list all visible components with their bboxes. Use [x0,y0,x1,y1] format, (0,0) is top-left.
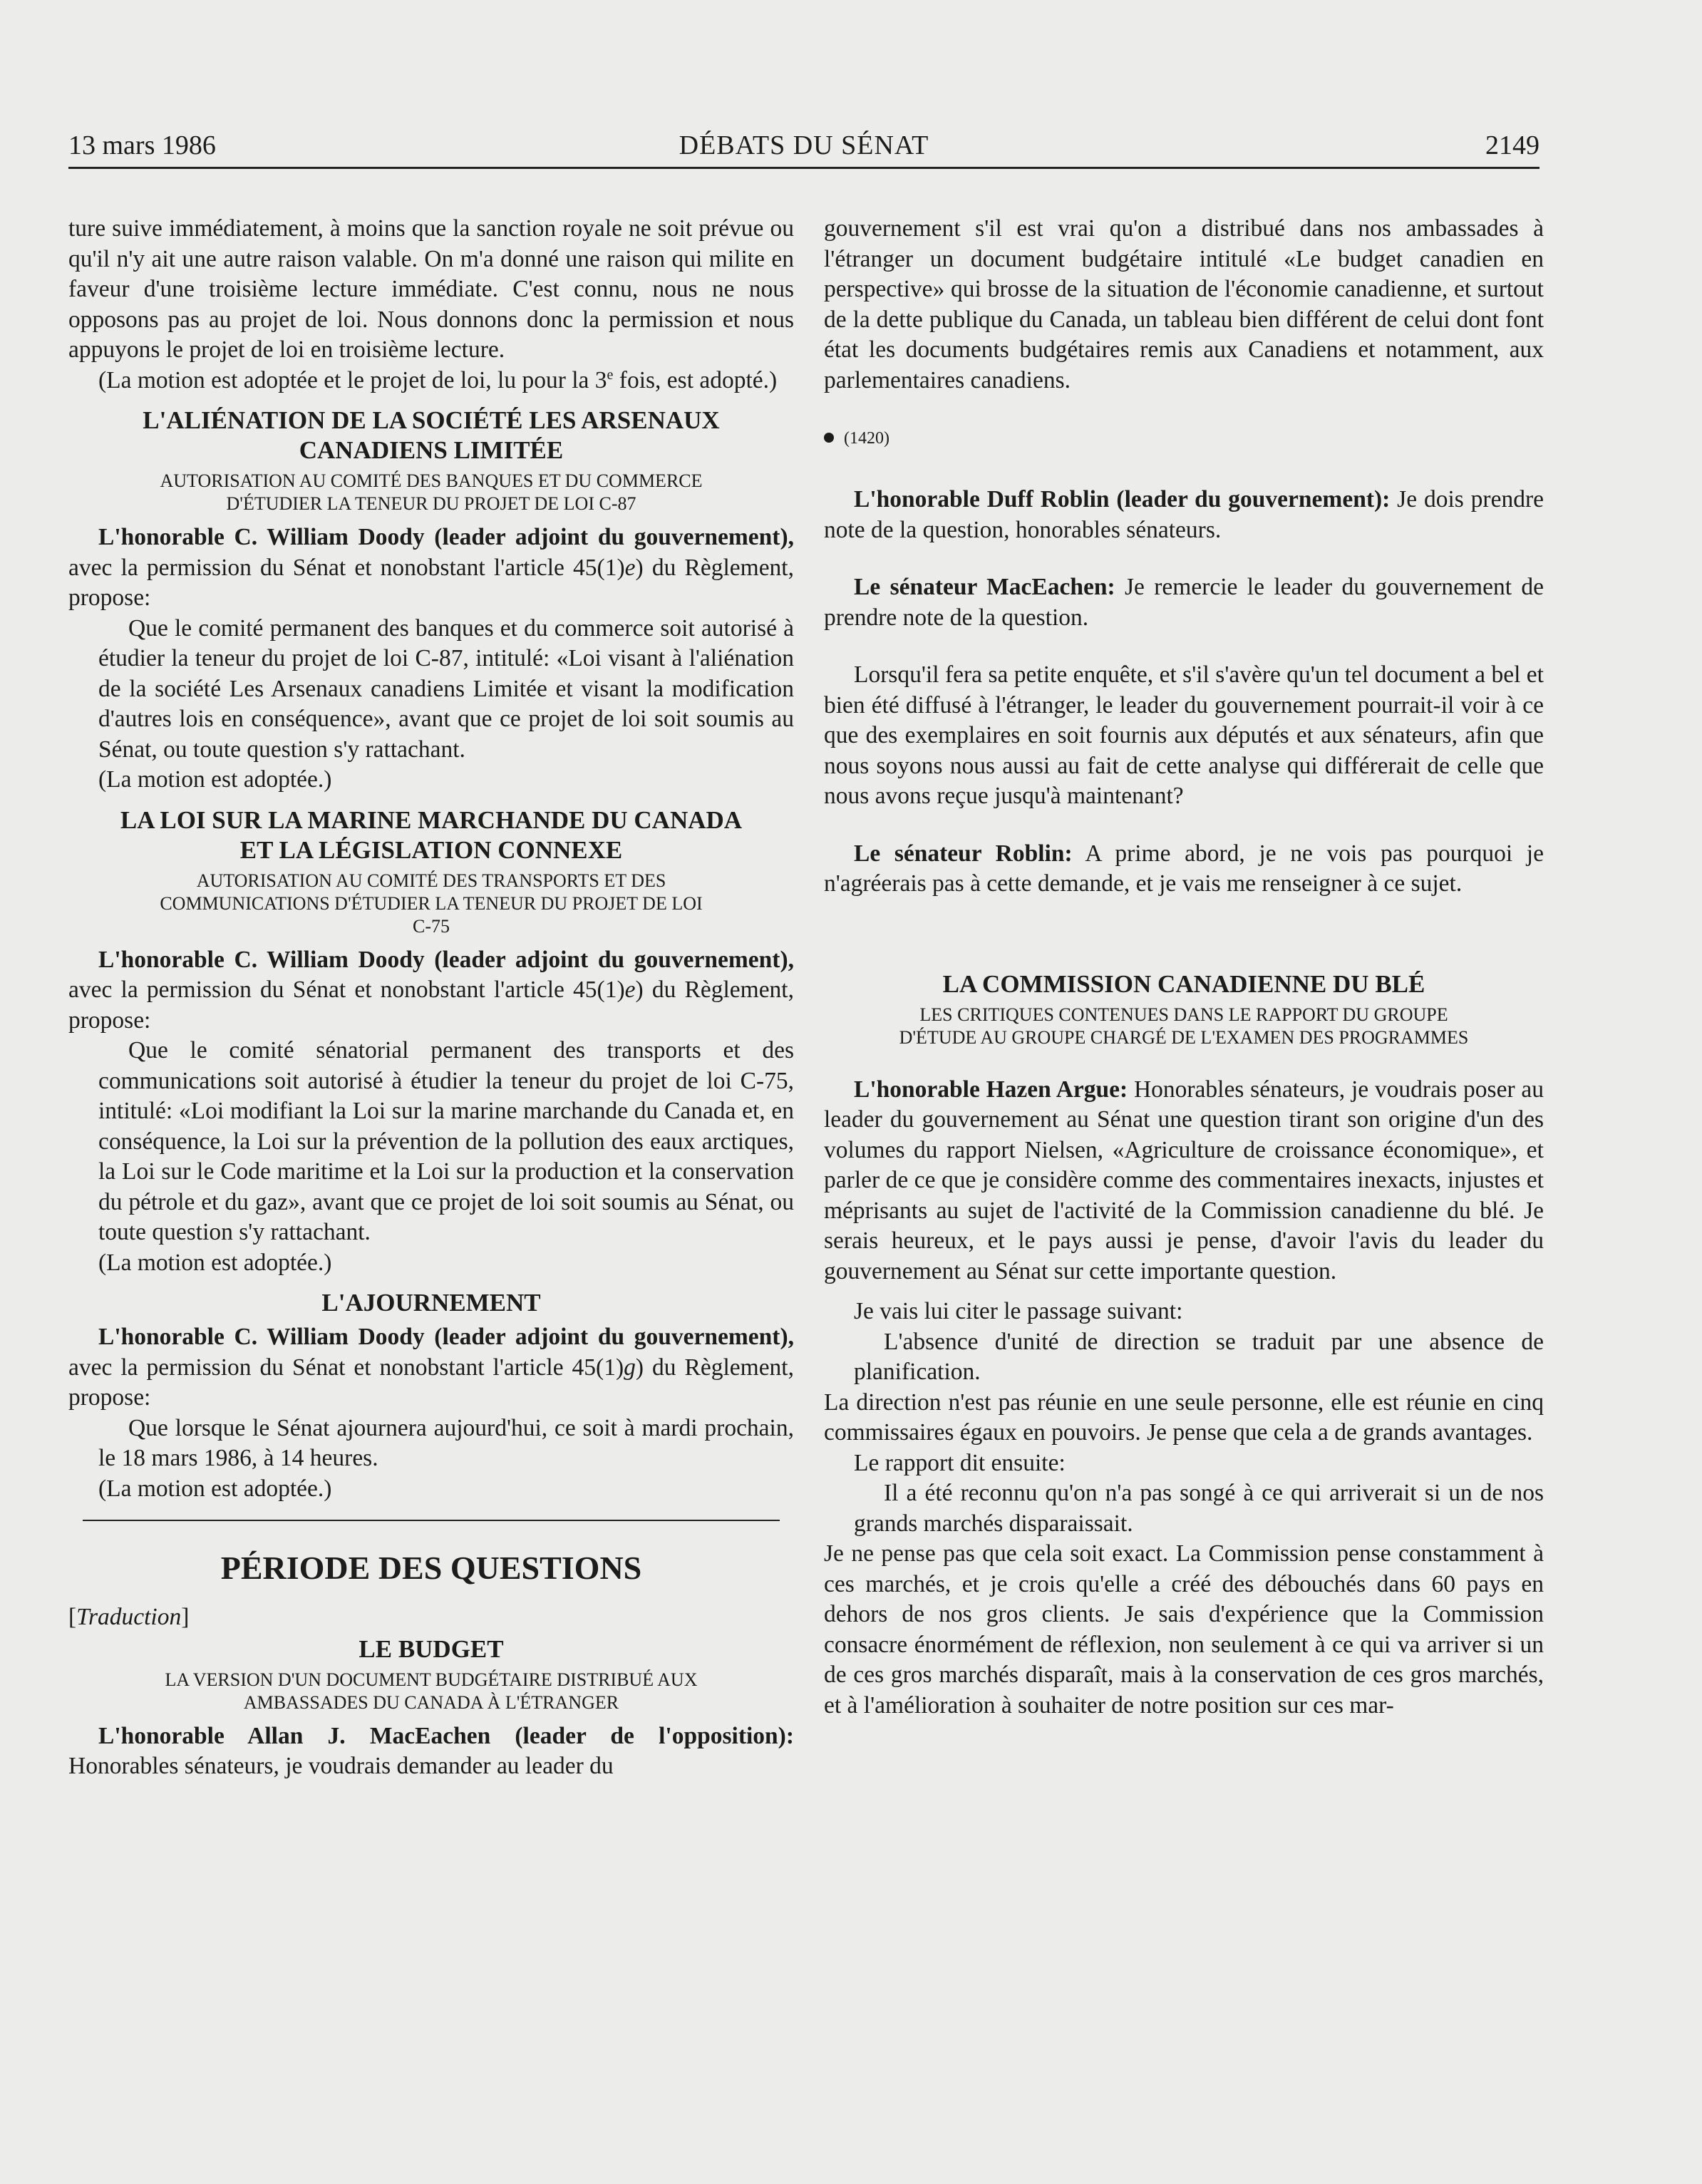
section-divider [83,1520,780,1521]
speaker-name: L'honorable C. William Doody (leader adjoint du gouvernement), [98,946,794,973]
section-heading: L'AJOURNEMENT [321,1289,541,1317]
header-date: 13 mars 1986 [68,130,216,160]
speaker-paragraph: L'honorable Duff Roblin (leader du gouvernement): Je dois prendre note de la question, honorables sénateurs. [824,486,1544,543]
motion-quote: Que le comité permanent des banques et du commerce soit autorisé à étudier la teneur du projet de loi C-87, intitulé: «Loi visant à l'aliénation de la société Les Arsenaux canadiens Limitée et visant la modification d'autres lois en conséquence», avant que ce projet de loi soit soumis au Sénat, ou toute question s'y rattachant. [98,614,794,763]
paragraph: Je vais lui citer le passage suivant: [854,1298,1183,1324]
header-title: DÉBATS DU SÉNAT [679,130,929,160]
spacer [824,633,1544,660]
section-subheading: AUTORISATION AU COMITÉ DES BANQUES ET DU COMMERCE D'ÉTUDIER LA TENEUR DU PROJET DE LOI C-87 [160,470,703,514]
speaker-paragraph: L'honorable Hazen Argue: Honorables sénateurs, je voudrais poser au leader du gouvernement au Sénat une question tirant son origine d'un des volumes du rapport Nielsen, «Agriculture de croissance économique», et parler de ce que je considère comme des commentaires inexacts, injustes et méprisants au sujet de l'activité de la Commission canadienne du blé. Je serais heureux, et le pays aussi je pense, d'avoir l'avis du leader du gouvernement au Sénat sur cette importante question. [824,1076,1544,1284]
speaker-name: L'honorable Hazen Argue: [854,1076,1128,1103]
section-heading: L'ALIÉNATION DE LA SOCIÉTÉ LES ARSENAUX CANADIENS LIMITÉE [143,406,720,464]
paragraph: La direction n'est pas réunie en une seule personne, elle est réunie en cinq commissaires égaux en pouvoirs. Je pense que cela a de grands avantages. [824,1389,1544,1446]
question-period-title: PÉRIODE DES QUESTIONS [220,1550,642,1586]
motion-quote: Que lorsque le Sénat ajournera aujourd'hui, ce soit à mardi prochain, le 18 mars 1986, à 14 heures. [98,1414,794,1471]
quote: L'absence d'unité de direction se traduit par une absence de planification. [854,1328,1544,1385]
section-heading: LE BUDGET [359,1634,504,1663]
spacer [824,812,1544,839]
motion-result: (La motion est adoptée.) [98,1249,332,1276]
speaker-paragraph: Le sénateur MacEachen: Je remercie le leader du gouvernement de prendre note de la question. [824,574,1544,631]
section-heading: LA COMMISSION CANADIENNE DU BLÉ [942,969,1425,998]
motion-result: (La motion est adoptée et le projet de loi, lu pour la 3e fois, est adopté.) [98,366,778,393]
motion-result: (La motion est adoptée.) [98,1475,332,1502]
paragraph: ture suive immédiatement, à moins que la sanction royale ne soit prévue ou qu'il n'y ait une autre raison valable. On m'a donné une raison qui milite en faveur d'une troisième lecture immédiate. C'est connu, nous ne nous opposons pas au projet de loi. Nous donnons donc la permission et nous appuyons le projet de loi en troisième lecture. [68,215,794,363]
spacer [824,900,1544,968]
quote: Il a été reconnu qu'on n'a pas songé à ce qui arriverait si un de nos grands marchés disparaissait. [854,1480,1544,1537]
bullet-icon [824,433,834,443]
spacer [824,1056,1544,1075]
speaker-paragraph: L'honorable Allan J. MacEachen (leader de l'opposition): Honorables sénateurs, je voudrais demander au leader du [68,1722,794,1779]
right-column [824,214,1544,1721]
speaker-name: Le sénateur Roblin: [854,840,1073,867]
paragraph: Je ne pense pas que cela soit exact. La Commission pense constamment à ces marchés, et je crois qu'elle a créé des débouchés dans 60 pays en dehors de nos gros clients. Je sais d'expérience que la Commission consacre énormément de réflexion, non seulement à ce qui va arriver si un de ces gros marchés disparaît, mais à la conservation de ces gros marchés, et à l'amélioration à souhaiter de notre position sur ces mar- [824,1540,1544,1719]
speaker-name: Le sénateur MacEachen: [854,574,1115,600]
speaker-paragraph: L'honorable C. William Doody (leader adjoint du gouvernement), avec la permission du Sénat et nonobstant l'article 45(1)e) du Règlement, propose: [68,946,794,1034]
speaker-name: L'honorable C. William Doody (leader adjoint du gouvernement), [98,1324,794,1350]
left-column [68,214,794,1782]
motion-result: (La motion est adoptée.) [98,766,332,793]
timestamp: (1420) [844,429,889,448]
motion-quote: Que le comité sénatorial permanent des transports et des communications soit autorisé à étudier la teneur du projet de loi C-75, intitulé: «Loi modifiant la Loi sur la marine marchande du Canada et, en conséquence, la Loi sur la prévention de la pollution des eaux arctiques, la Loi sur le Code maritime et la Loi sur la production et la conservation du pétrole et du gaz», avant que ce projet de loi soit soumis au Sénat, ou toute question s'y rattachant. [98,1037,794,1245]
speaker-name: L'honorable Allan J. MacEachen (leader de l'opposition): [98,1722,794,1749]
speaker-paragraph: L'honorable C. William Doody (leader adjoint du gouvernement), avec la permission du Sénat et nonobstant l'article 45(1)e) du Règlement, propose: [68,524,794,611]
paragraph: Lorsqu'il fera sa petite enquête, et s'il s'avère qu'un tel document a bel et bien été diffusé à l'étranger, le leader du gouvernement pourrait-il voir à ce que des exemplaires en soit fournis aux députés et aux sénateurs, afin que nous soyons nous aussi au fait de cette analyse qui différerait de celle que nous avons reçue jusqu'à maintenant? [824,661,1544,809]
speaker-paragraph: L'honorable C. William Doody (leader adjoint du gouvernement), avec la permission du Sénat et nonobstant l'article 45(1)g) du Règlement, propose: [68,1324,794,1411]
running-header [68,127,1539,169]
section-subheading: AUTORISATION AU COMITÉ DES TRANSPORTS ET DES COMMUNICATIONS D'ÉTUDIER LA TENEUR DU PROJET DE LOI C-75 [160,870,703,937]
paragraph: gouvernement s'il est vrai qu'on a distribué dans nos ambassades à l'étranger un document budgétaire intitulé «Le budget canadien en perspective» qui brosse de la situation de l'économie canadienne, et surtout de la dette publique du Canada, un tableau bien différent de celui dont font état les documents budgétaires remis aux Canadiens et notamment, aux parlementaires canadiens. [824,215,1544,393]
speaker-name: L'honorable C. William Doody (leader adjoint du gouvernement), [98,524,794,550]
section-heading: LA LOI SUR LA MARINE MARCHANDE DU CANADA ET LA LÉGISLATION CONNEXE [120,805,743,864]
paragraph: Le rapport dit ensuite: [854,1449,1066,1476]
speaker-paragraph: Le sénateur Roblin: A prime abord, je ne vois pas pourquoi je n'agréerais pas à cette demande, et je vais me renseigner à ce sujet. [824,840,1544,897]
timestamp-marker [824,421,1544,453]
speaker-name: L'honorable Duff Roblin (leader du gouvernement): [854,486,1391,512]
translation-note: [Traduction] [68,1604,190,1630]
section-subheading: LES CRITIQUES CONTENUES DANS LE RAPPORT DU GROUPE D'ÉTUDE AU GROUPE CHARGÉ DE L'EXAMEN DES PROGRAMMES [899,1004,1469,1048]
spacer [824,1287,1544,1297]
page-number: 2149 [1485,130,1539,160]
section-subheading: LA VERSION D'UN DOCUMENT BUDGÉTAIRE DISTRIBUÉ AUX AMBASSADES DU CANADA À L'ÉTRANGER [165,1669,698,1713]
spacer [824,545,1544,572]
